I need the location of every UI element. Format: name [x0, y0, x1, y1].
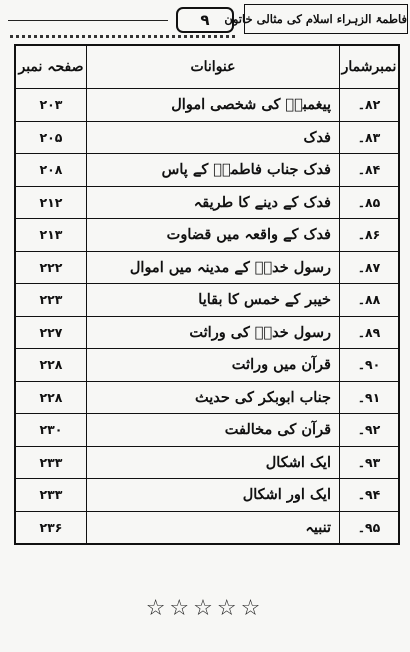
row-page: ۲۲۸: [15, 381, 87, 414]
row-title: فدک کے واقعہ میں قضاوت: [87, 219, 340, 252]
header-rule: [8, 20, 168, 21]
row-number: ۸۴۔: [340, 154, 400, 187]
row-title: رسول خداؐ کے مدینہ میں اموال: [87, 251, 340, 284]
row-title: ایک اور اشکال: [87, 479, 340, 512]
row-page: ۲۳۶: [15, 511, 87, 544]
row-title: خیبر کے خمس کا بقایا: [87, 284, 340, 317]
row-number: ۹۳۔: [340, 446, 400, 479]
table-row: [15, 316, 399, 349]
table-row: [15, 381, 399, 414]
running-title: فاطمۃ الزہراء اسلام کی مثالی خاتون: [244, 4, 408, 34]
row-page: ۲۲۸: [15, 349, 87, 382]
row-page: ۲۳۰: [15, 414, 87, 447]
table-header-row: [15, 45, 399, 89]
contents-table: [14, 44, 400, 545]
table-row: [15, 284, 399, 317]
row-page: ۲۲۳: [15, 284, 87, 317]
row-number: ۹۱۔: [340, 381, 400, 414]
row-page: ۲۲۷: [15, 316, 87, 349]
row-title: تنبیہ: [87, 511, 340, 544]
row-number: ۸۹۔: [340, 316, 400, 349]
header-title: عنوانات: [87, 45, 340, 89]
header-dotted-rule: [10, 35, 235, 38]
row-number: ۸۵۔: [340, 186, 400, 219]
row-title: فدک: [87, 121, 340, 154]
row-page: ۲۰۸: [15, 154, 87, 187]
row-title: ایک اشکال: [87, 446, 340, 479]
footer-stars: ☆☆☆☆☆: [145, 596, 265, 621]
row-number: ۹۰۔: [340, 349, 400, 382]
table-row: [15, 511, 399, 544]
row-page: ۲۲۲: [15, 251, 87, 284]
row-page: ۲۱۲: [15, 186, 87, 219]
row-page: ۲۳۳: [15, 479, 87, 512]
row-number: ۸۳۔: [340, 121, 400, 154]
row-page: ۲۱۳: [15, 219, 87, 252]
header-page: صفحہ نمبر: [15, 45, 87, 89]
page-number: ۹: [176, 7, 234, 33]
table-row: [15, 251, 399, 284]
table-row: [15, 89, 399, 122]
row-title: فدک کے دینے کا طریقہ: [87, 186, 340, 219]
row-number: ۹۵۔: [340, 511, 400, 544]
row-number: ۸۸۔: [340, 284, 400, 317]
table-row: [15, 349, 399, 382]
row-title: قرآن کی مخالفت: [87, 414, 340, 447]
row-title: قرآن میں وراثت: [87, 349, 340, 382]
table-body: [15, 89, 399, 545]
row-title: فدک جناب فاطمہؑ کے پاس: [87, 154, 340, 187]
table-row: [15, 446, 399, 479]
row-page: ۲۰۵: [15, 121, 87, 154]
row-page: ۲۰۳: [15, 89, 87, 122]
row-number: ۹۴۔: [340, 479, 400, 512]
table-row: [15, 121, 399, 154]
table-row: [15, 154, 399, 187]
row-number: ۹۲۔: [340, 414, 400, 447]
header-number: نمبرشمار: [340, 45, 400, 89]
table-row: [15, 414, 399, 447]
table-row: [15, 186, 399, 219]
row-number: ۸۶۔: [340, 219, 400, 252]
table-row: [15, 479, 399, 512]
row-number: ۸۲۔: [340, 89, 400, 122]
row-number: ۸۷۔: [340, 251, 400, 284]
row-title: پیغمبرؐ کی شخصی اموال: [87, 89, 340, 122]
row-title: جناب ابوبکر کی حدیث: [87, 381, 340, 414]
table-row: [15, 219, 399, 252]
row-page: ۲۳۳: [15, 446, 87, 479]
row-title: رسول خداؐ کی وراثت: [87, 316, 340, 349]
